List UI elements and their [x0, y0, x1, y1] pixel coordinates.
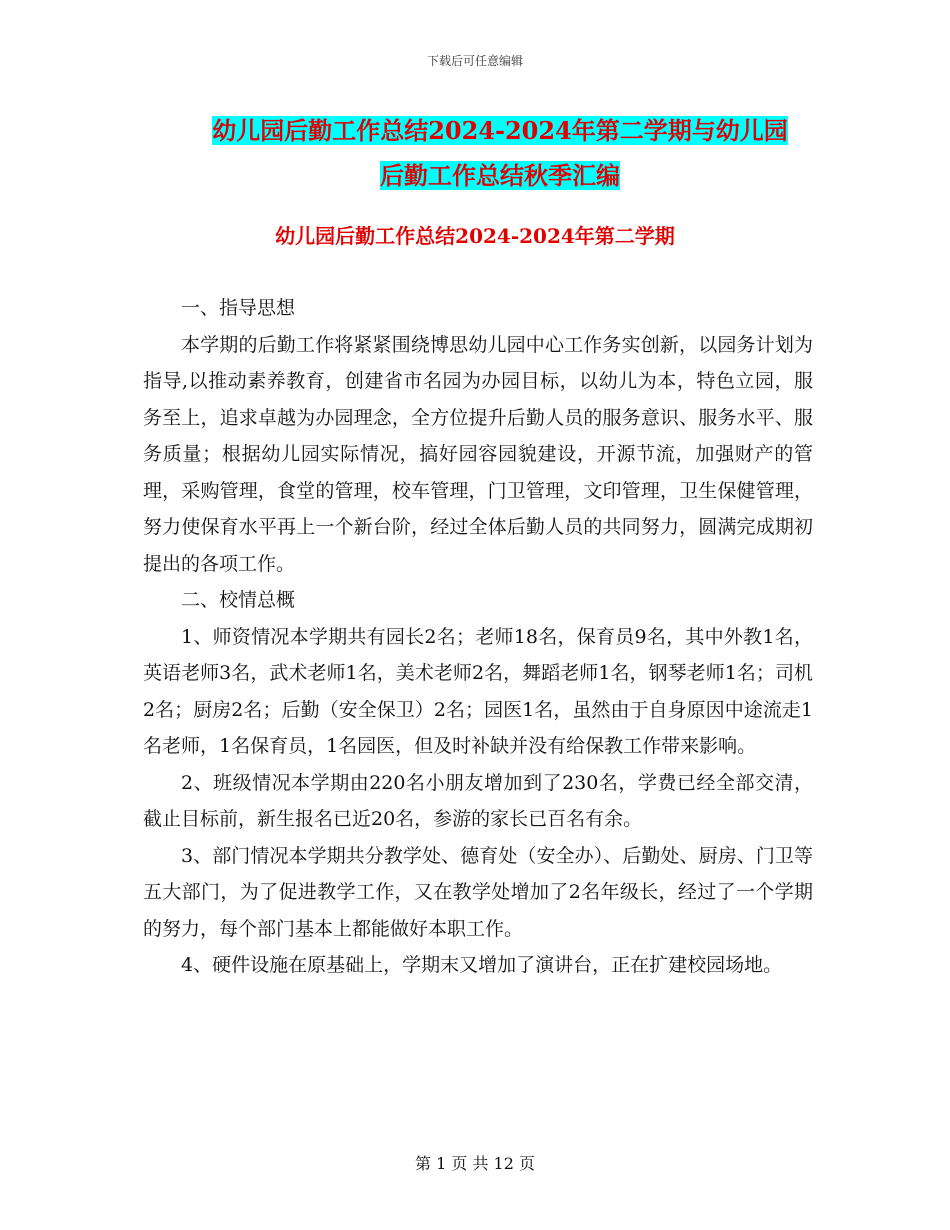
document-body [143, 290, 813, 984]
paragraph-guiding-principles: 本学期的后勤工作将紧紧围绕博思幼儿园中心工作务实创新，以园务计划为指导,以推动素养教育，创建省市名园为办园目标，以幼儿为本，特色立园，服务至上，追求卓越为办园理念，全方位提升后勤人员的服务意识、服务水平、服务质量；根据幼儿园实际情况，搞好园容园貌建设，开源节流，加强财产的管理，采购管理，食堂的管理，校车管理，门卫管理，文印管理，卫生保健管理，努力使保育水平再上一个新台阶，经过全体后勤人员的共同努力，圆满完成期初提出的各项工作。 [143, 333, 813, 575]
document-title-line1: 幼儿园后勤工作总结2024-2024年第二学期与幼儿园 [212, 116, 788, 145]
list-item-classes: 2、班级情况本学期由220名小朋友增加到了230名，学费已经全部交清，截止目标前，新生报名已近20名，参游的家长已百名有余。 [143, 771, 813, 830]
heading-school-overview: 二、校情总概 [181, 589, 296, 611]
document-title-line2: 后勤工作总结秋季汇编 [380, 161, 620, 190]
document-title [140, 108, 860, 198]
list-item-departments: 3、部门情况本学期共分教学处、德育处（安全办）、后勤处、厨房、门卫等五大部门，为了促进教学工作，又在教学处增加了2名年级长，经过了一个学期的努力，每个部门基本上都能做好本职工作。 [143, 844, 813, 940]
list-item-facilities: 4、硬件设施在原基础上，学期末又增加了演讲台，正在扩建校园场地。 [181, 954, 783, 976]
page-footer-number: 第 1 页 共 12 页 [415, 1154, 535, 1173]
list-item-staff: 1、师资情况本学期共有园长2名；老师18名，保育员9名，其中外教1名，英语老师3名，武术老师1名，美术老师2名，舞蹈老师1名，钢琴老师1名；司机2名；厨房2名；后勤（安全保卫）2名；园医1名，虽然由于自身原因中途流走1名老师，1名保育员，1名园医，但及时补缺并没有给保教工作带来影响。 [143, 625, 813, 757]
page-header-note: 下载后可任意编辑 [426, 54, 523, 68]
section-title: 幼儿园后勤工作总结2024-2024年第二学期 [275, 224, 675, 248]
heading-guiding-principles: 一、指导思想 [181, 297, 296, 319]
